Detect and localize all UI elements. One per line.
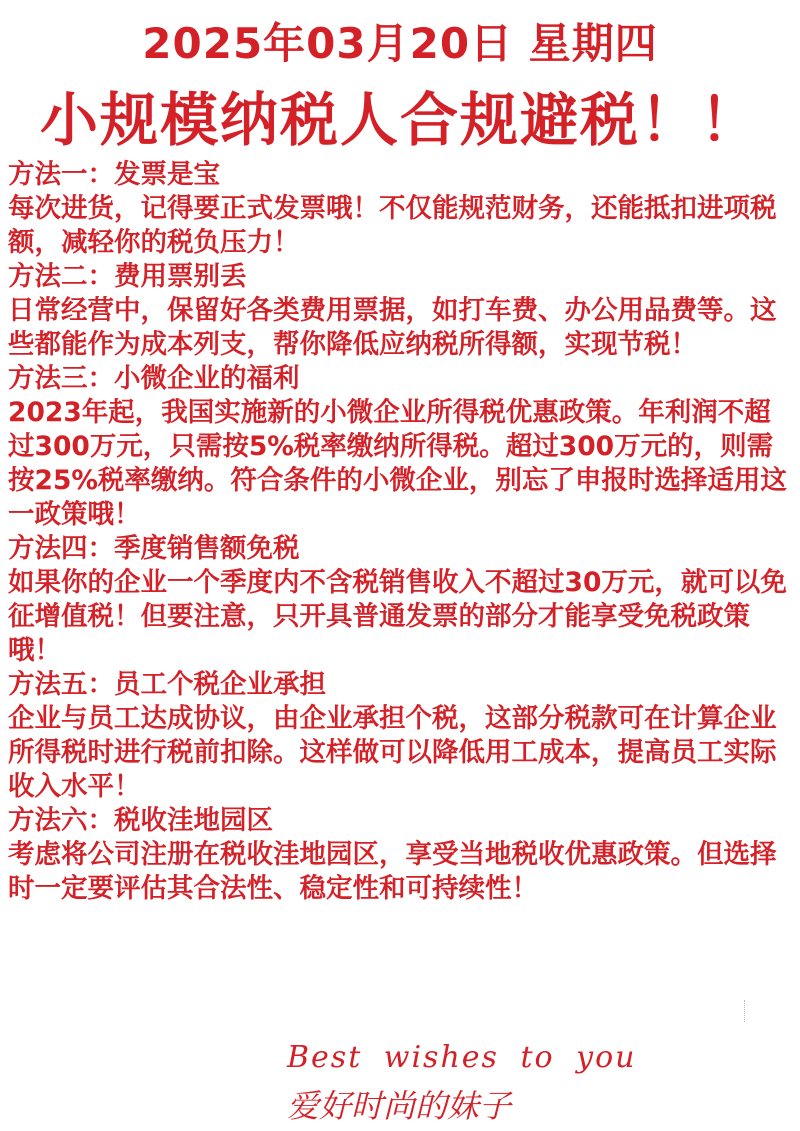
section-4-title: 方法四：季度销售额免税 [8, 533, 300, 564]
section-6-title: 方法六：税收洼地园区 [8, 805, 273, 836]
footer-signature-chinese: 爱好时尚的妹子 [287, 1087, 512, 1125]
footer-greeting-english: Best wishes to you [287, 1040, 637, 1075]
section-6-body: 考虑将公司注册在税收洼地园区，享受当地税收优惠政策。但选择时一定要评估其合法性、稳定性和可持续性！ [8, 839, 777, 904]
section-1-title: 方法一：发票是宝 [8, 159, 220, 190]
section-4-body: 如果你的企业一个季度内不含税销售收入不超过30万元，就可以免征增值税！但要注意，只开具普通发票的部分才能享受免税政策哦！ [8, 567, 787, 666]
section-5-body: 企业与员工达成协议，由企业承担个税，这部分税款可在计算企业所得税时进行税前扣除。这样做可以降低用工成本，提高员工实际收入水平！ [8, 703, 777, 802]
scroll-indicator [744, 1000, 745, 1022]
section-3-body: 2023年起，我国实施新的小微企业所得税优惠政策。年利润不超过300万元，只需按5%税率缴纳所得税。超过300万元的，则需按25%税率缴纳。符合条件的小微企业，别忘了申报时选择适用这一政策哦！ [8, 397, 787, 530]
section-3-title: 方法三：小微企业的福利 [8, 363, 300, 394]
page-title: 小规模纳税人合规避税！！ [39, 86, 760, 154]
article-body [8, 158, 793, 906]
section-2-body: 日常经营中，保留好各类费用票据，如打车费、办公用品费等。这些都能作为成本列支，帮你降低应纳税所得额，实现节税！ [8, 295, 777, 360]
section-2-title: 方法二：费用票别丢 [8, 261, 247, 292]
section-1-body: 每次进货，记得要正式发票哦！不仅能规范财务，还能抵扣进项税额，减轻你的税负压力！ [8, 193, 777, 258]
date-line: 2025年03月20日 星期四 [142, 19, 658, 68]
section-5-title: 方法五：员工个税企业承担 [8, 669, 326, 700]
